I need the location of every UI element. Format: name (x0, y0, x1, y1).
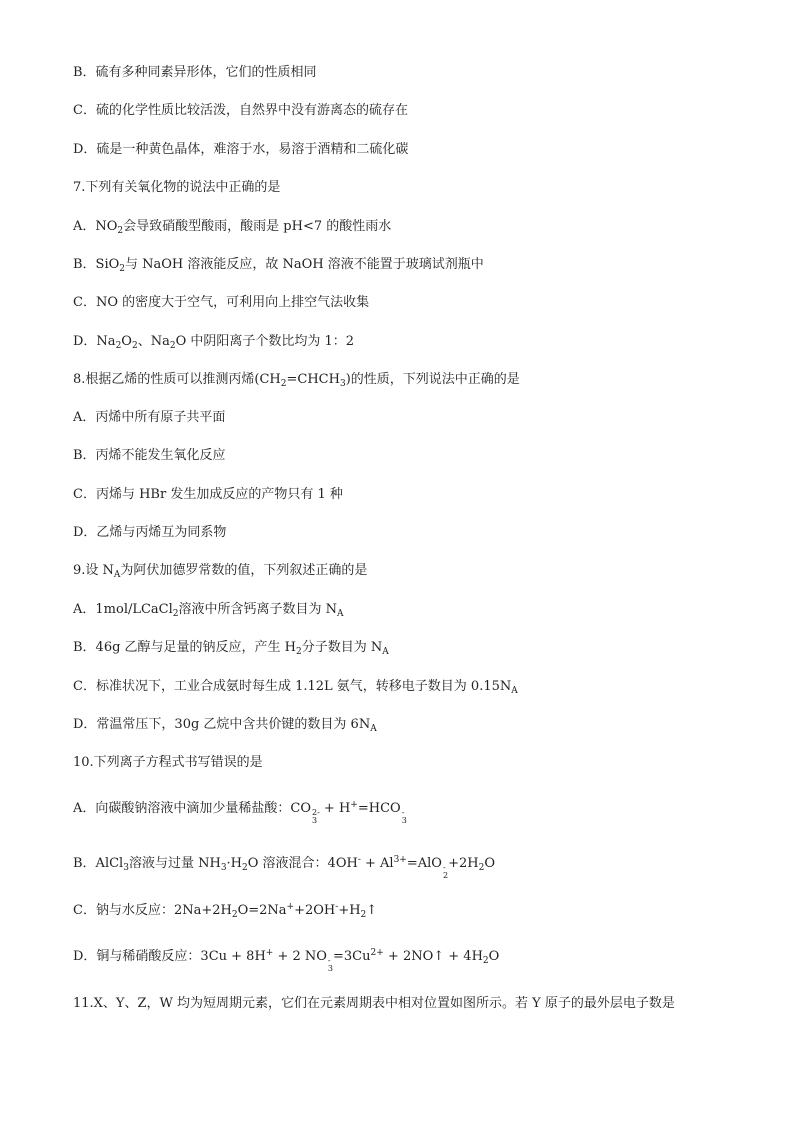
q7-option-c: C．NO 的密度大于空气，可利用向上排空气法收集 (73, 295, 370, 310)
option-d-sulfur: D．硫是一种黄色晶体，难溶于水，易溶于酒精和二硫化碳 (73, 142, 409, 157)
question-10: 10.下列离子方程式书写错误的是 (73, 755, 263, 770)
question-8: 8.根据乙烯的性质可以推测丙烯$(CH_2=CHCH_3)$的性质，下列说法中正确的是 (73, 372, 520, 389)
question-11: 11.X、Y、Z，W 均为短周期元素，它们在元素周期表中相对位置如图所示。若 Y 原子的最外层电子数是 (73, 996, 675, 1011)
option-b-sulfur: B．硫有多种同素异形体，它们的性质相同 (73, 65, 317, 80)
q8-option-a: A．丙烯中所有原子共平面 (73, 410, 226, 425)
q9-option-c: C．标准状况下，工业合成氨时每生成 1.12L 氨气，转移电子数目为 $0.15N_A$ (73, 679, 518, 696)
q9-option-d: D．常温常压下，30g 乙烷中含共价键的数目为 $6N_A$ (73, 717, 377, 734)
q10-option-b: B．AlCl$_3$溶液与过量 $NH_3\cdot H_2O$ 溶液混合：$4OH^- + Al^{3+}=AlO$ - 2 $+2H_2O$ (73, 855, 495, 880)
q8-option-b: B．丙烯不能发生氧化反应 (73, 448, 226, 463)
q8-option-c: C．丙烯与 HBr 发生加成反应的产物只有 1 种 (73, 487, 343, 502)
q9-option-b: B．46g 乙醇与足量的钠反应，产生 $H_2$分子数目为 $N_A$ (73, 640, 389, 657)
q8-option-d: D．乙烯与丙烯互为同系物 (73, 525, 227, 540)
question-9: 9.设 $N_A$为阿伏加德罗常数的值，下列叙述正确的是 (73, 563, 368, 580)
question-7: 7.下列有关氧化物的说法中正确的是 (73, 180, 281, 195)
q10-option-d: D．铜与稀硝酸反应：3Cu + 8H+ + 2 NO - 3 $=3Cu^{2+}$ + 2NO↑ + $4H_2O$ (73, 948, 500, 973)
q7-option-a: A．$NO_2$会导致硝酸型酸雨，酸雨是 pH<7 的酸性雨水 (73, 219, 392, 236)
q7-option-b: B．SiO$_2$与 NaOH 溶液能反应，故 NaOH 溶液不能置于玻璃试剂瓶中 (73, 257, 484, 274)
q7-option-d: D．$Na_2O_2$、$Na_2O$ 中阴阳离子个数比均为 1：2 (73, 334, 355, 351)
q10-option-a: A．向碳酸钠溶液中滴加少量稀盐酸：CO 2- 3 + H+=HCO - 3 (73, 800, 407, 825)
q9-option-a: A．1mol/LCaCl$_2$溶液中所含钙离子数目为 $N_A$ (73, 602, 344, 619)
q10-option-c: C．钠与水反应：$2Na+2H_2O=2Na^++2OH^-+H_2↑$ (73, 902, 378, 920)
option-c-sulfur: C．硫的化学性质比较活泼，自然界中没有游离态的硫存在 (73, 103, 408, 118)
